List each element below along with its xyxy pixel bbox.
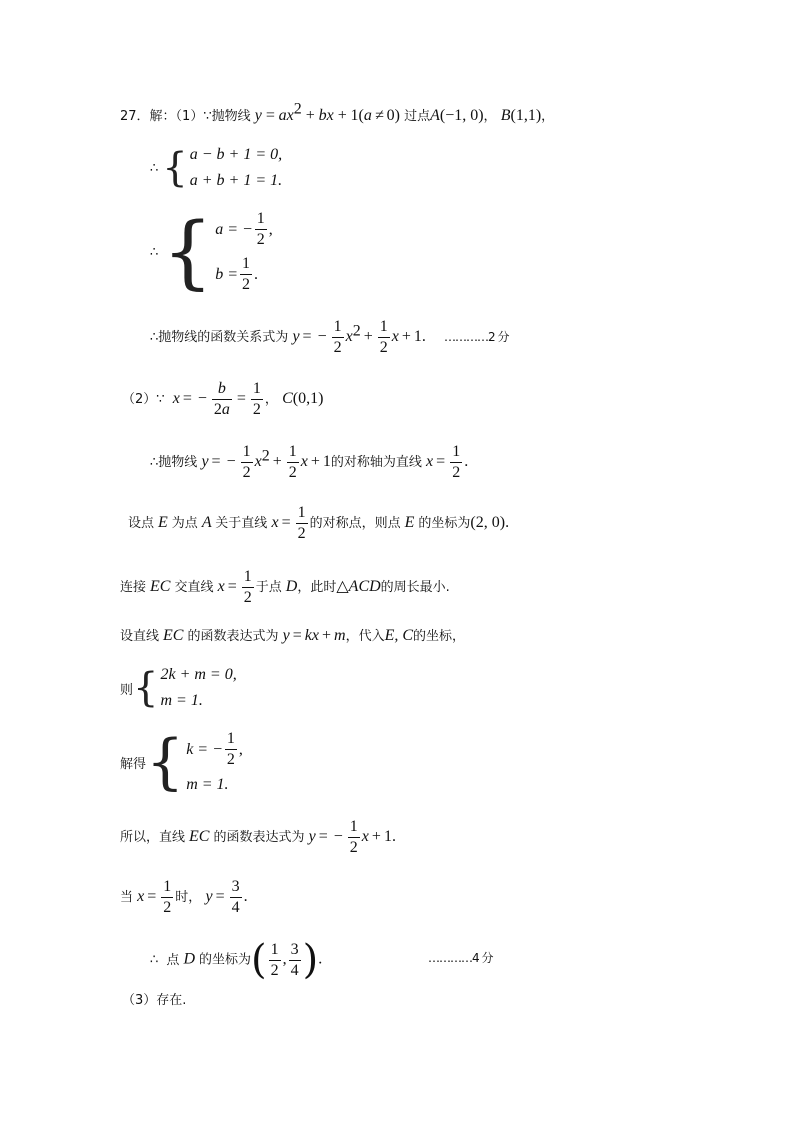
system-4: [120, 727, 243, 797]
text: 的函数表达式为: [187, 629, 279, 644]
k-label: k = −: [186, 741, 223, 758]
system-2: [150, 205, 273, 298]
question-number: 27．解：（1）: [120, 109, 204, 124]
text: ，此时: [297, 580, 337, 595]
part-3-text: （3）存在.: [122, 993, 187, 1008]
then-label: 则: [120, 682, 134, 698]
system-3-row-1: 2k + m = 0,: [160, 666, 237, 683]
passes-through-text: 过点: [404, 109, 431, 124]
system-4-row-1: k = − $\frac{1}{2}$ ,: [186, 730, 243, 768]
solve-label: 解得: [120, 756, 147, 772]
left-brace: {: [133, 665, 159, 711]
system-4-row-2: m = 1.: [186, 776, 229, 793]
left-brace: {: [162, 145, 188, 191]
text: 交直线: [174, 580, 214, 595]
point-a: A(−1, 0): [430, 107, 484, 124]
text: ，代入: [345, 629, 385, 644]
text: 关于直线: [215, 516, 268, 531]
fraction-half: $\frac{1}{2}$: [256, 210, 265, 248]
connect-ec-line: 连接 EC 交直线 x = $\frac{1}{2}$ 于点 D，此时△ACD的周长最小.: [120, 568, 450, 606]
text: 为点: [171, 516, 198, 531]
text: 当: [120, 890, 134, 905]
part-3-line: [122, 994, 186, 1007]
parabola-equation: $y = ax^2$ + bx + 1(a ≠ 0): [254, 100, 400, 124]
system-2-row-b: b = $\frac{1}{2}$ .: [215, 255, 258, 293]
point-b: B(1,1): [500, 107, 542, 124]
therefore-symbol: ∴: [150, 330, 159, 345]
when-line: 当 x = $\frac{1}{2}$ 时， y = $\frac{3}{4}$ .: [120, 878, 248, 916]
a-value-label: a = −: [215, 221, 253, 238]
system-3: [120, 666, 237, 710]
text: 的函数表达式为: [213, 830, 305, 845]
because-symbol: ∵: [203, 109, 212, 124]
text: 连接: [120, 580, 147, 595]
parabola-function-line: ∴抛物线的函数关系式为 y = − $\frac{1}{2}$ $x^2$ + $\frac{1}{2}$ x + 1. …………2 分: [150, 318, 509, 356]
therefore-symbol: ∴: [150, 160, 159, 176]
text: 所以，直线: [120, 830, 186, 845]
axis-text-pre: 抛物线: [158, 455, 198, 470]
so-line: 所以，直线 EC 的函数表达式为 y = − $\frac{1}{2}$ x + 1.: [120, 818, 396, 856]
system-1-row-1: a − b + 1 = 0,: [189, 146, 283, 163]
score-4-line: [428, 952, 492, 965]
part-2-label: （2）: [122, 392, 157, 407]
b-value-label: b =: [215, 266, 238, 283]
intro-text: 抛物线: [211, 109, 251, 124]
therefore-symbol: ∴: [150, 244, 159, 260]
point-d-line: ∴ 点 D 的坐标为( $\frac{1}{2}$ , $\frac{3}{4}$ ).: [150, 937, 323, 983]
text: 于点: [255, 580, 282, 595]
text: 时，: [175, 890, 202, 905]
system-1-row-2: a + b + 1 = 1.: [189, 172, 283, 189]
comma: ，: [483, 109, 497, 124]
system-1: [150, 146, 282, 190]
system-2-row-a: a = − $\frac{1}{2}$ ,: [215, 210, 273, 248]
left-brace: {: [162, 205, 214, 298]
fraction-half: $\frac{1}{2}$: [241, 255, 250, 293]
line-ec-setup: 设直线 EC 的函数表达式为 y = kx + m，代入E, C的坐标，: [120, 627, 466, 644]
axis-text-post: 的对称轴为直线: [330, 455, 422, 470]
therefore-symbol: ∴: [150, 952, 159, 968]
text: 点: [166, 952, 180, 968]
because-symbol: ∵: [156, 392, 165, 407]
text: 的坐标为: [418, 516, 471, 531]
axis-line: ∴抛物线 y = − $\frac{1}{2}$ $x^2$ + $\frac{1}{2}$ x + 1的对称轴为直线 x = $\frac{1}{2}$ .: [150, 443, 469, 481]
score-2: …………2 分: [444, 330, 509, 344]
text: 设点: [128, 516, 155, 531]
text: 的坐标，: [413, 629, 466, 644]
system-3-row-2: m = 1.: [160, 692, 203, 709]
point-e-line: 设点 E 为点 A 关于直线 x = $\frac{1}{2}$ 的对称点，则点 E 的坐标为(2, 0).: [128, 504, 510, 542]
parabola-text: 抛物线的函数关系式为: [158, 330, 289, 345]
text: 设直线: [120, 629, 160, 644]
score-4: …………4 分: [428, 951, 493, 965]
text: 的周长最小.: [380, 580, 450, 595]
therefore-symbol: ∴: [150, 455, 159, 470]
part-2-line: （2）∵ x = − $\frac{b}{2a}$ = $\frac{1}{2}$ ， C(0,1): [122, 380, 324, 418]
text: 的坐标为: [199, 952, 252, 968]
text: 的对称点，则点: [309, 516, 401, 531]
q27-intro-line: 27．解：（1）∵抛物线 $y = ax^2$ + bx + 1(a ≠ 0) 过点A(−1, 0)， B(1,1)，: [120, 100, 555, 124]
left-brace: {: [146, 727, 185, 797]
